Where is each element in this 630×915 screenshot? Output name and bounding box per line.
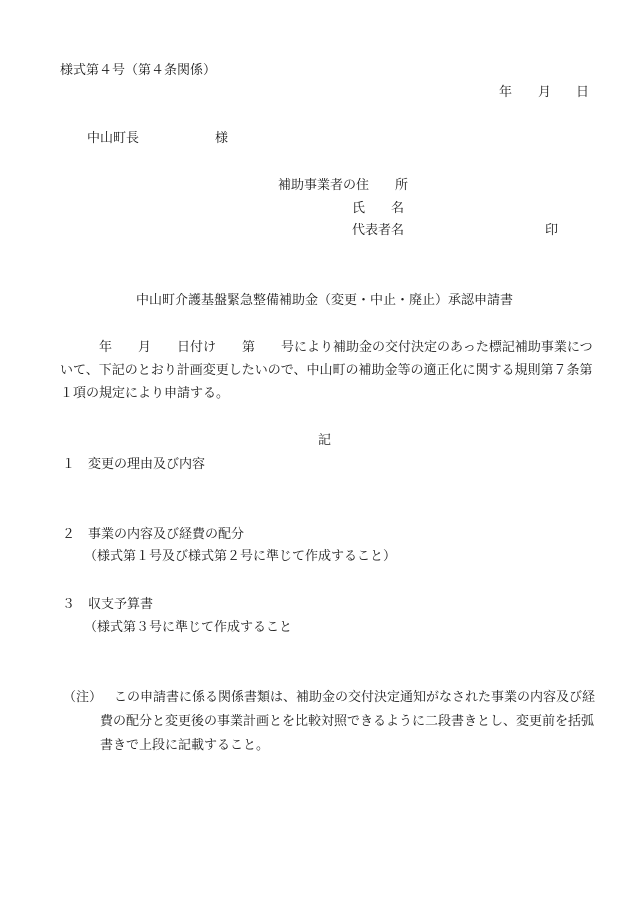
item-subtext: （様式第１号及び様式第２号に準じて作成すること） [84, 549, 397, 564]
item-text: 収支予算書 [88, 597, 154, 612]
body-line1-rest: 号により補助金の交付決定のあった標記補助事業につ [281, 340, 593, 355]
body-dai: 第 [242, 340, 256, 355]
body-line3: １項の規定により申請する。 [60, 386, 230, 401]
addressee-honorific: 様 [215, 131, 229, 146]
note-line1: この申請書に係る関係書類は、補助金の交付決定通知がなされた事業の内容及び経 [114, 690, 596, 705]
document-title: 中山町介護基盤緊急整備補助金（変更・中止・廃止）承認申請書 [136, 293, 514, 308]
applicant-name-label: 氏 名 [352, 201, 405, 216]
body-line2: いて、下記のとおり計画変更したいので、中山町の補助金等の適正化に関する規則第７条第 [60, 363, 593, 378]
date-day: 日 [576, 85, 590, 100]
form-label: 様式第４号（第４条関係） [60, 63, 217, 78]
note-line3: 書きで上段に記載すること。 [100, 738, 270, 753]
date-year: 年 [499, 85, 513, 100]
date-month: 月 [538, 85, 552, 100]
item-number: ３ [62, 597, 76, 612]
item-number: ２ [62, 527, 76, 542]
item-number: １ [62, 457, 76, 472]
ki-heading: 記 [318, 433, 332, 448]
body-dated: 日付け [177, 340, 217, 355]
applicant-representative-label: 代表者名 [352, 223, 405, 238]
item-text: 事業の内容及び経費の配分 [88, 527, 245, 542]
applicant-address-label: 補助事業者の住 所 [278, 178, 409, 193]
item-text: 変更の理由及び内容 [88, 457, 206, 472]
body-year: 年 [99, 340, 113, 355]
item-subtext: （様式第３号に準じて作成すること [84, 620, 293, 635]
body-month: 月 [138, 340, 152, 355]
seal-mark: 印 [545, 223, 559, 238]
note-label: （注） [63, 690, 103, 705]
addressee-name: 中山町長 [87, 131, 140, 146]
note-line2: 費の配分と変更後の事業計画とを比較対照できるように二段書きとし、変更前を括弧 [100, 714, 595, 729]
